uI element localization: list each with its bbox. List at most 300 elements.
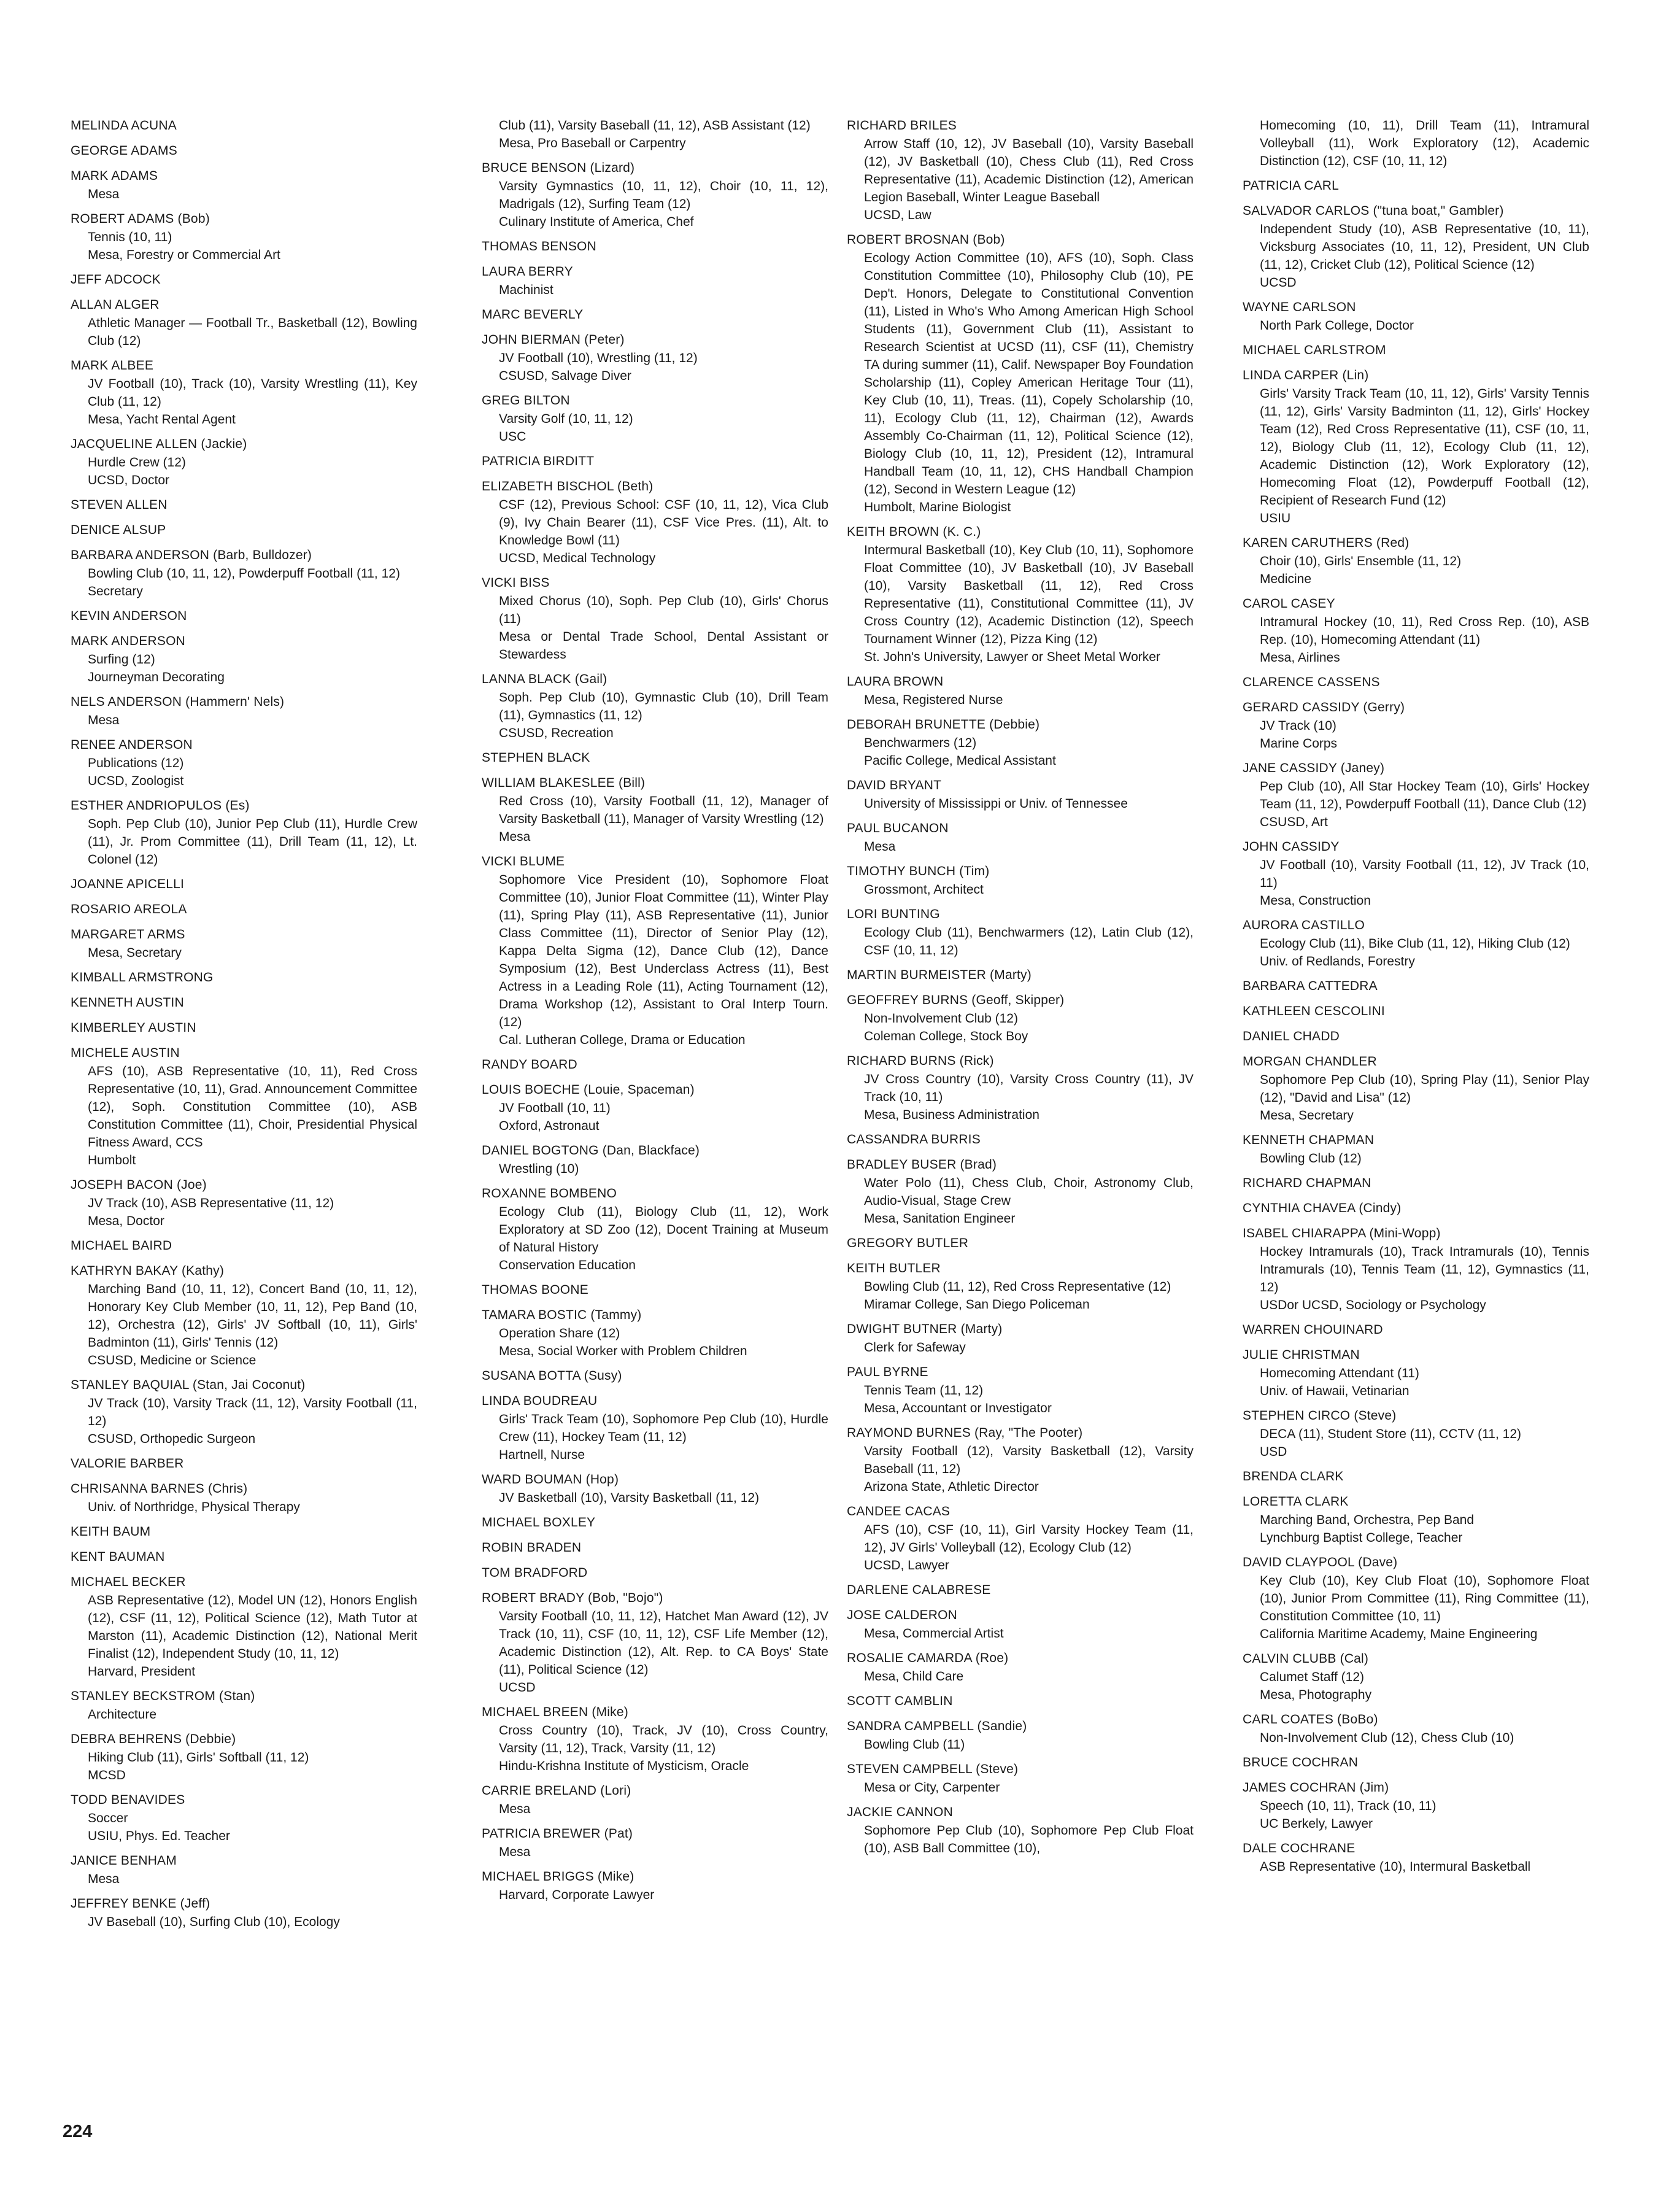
student-name: VALORIE BARBER (71, 1456, 184, 1471)
student-entry (847, 819, 1194, 856)
student-name: LORETTA CLARK (1243, 1495, 1349, 1509)
student-detail: Journeyman Decorating (88, 670, 225, 684)
student-detail: Mixed Chorus (10), Soph. Pep Club (10), Girls' Chorus (11) (499, 594, 828, 626)
student-entry (482, 670, 828, 742)
student-detail: Bowling Club (11) (864, 1738, 965, 1752)
student-name: TIMOTHY BUNCH (Tim) (847, 864, 990, 878)
student-name: ROBERT BROSNAN (Bob) (847, 233, 1005, 247)
student-detail: Univ. of Redlands, Forestry (1260, 954, 1415, 969)
student-entry (482, 1281, 828, 1299)
student-name: SCOTT CAMBLIN (847, 1694, 953, 1708)
student-entry (847, 1259, 1194, 1313)
student-name: MARGARET ARMS (71, 927, 185, 942)
student-entry (1243, 202, 1589, 292)
student-detail: Soccer (88, 1811, 128, 1825)
student-detail: Varsity Golf (10, 11, 12) (499, 412, 633, 426)
student-detail: Hartnell, Nurse (499, 1448, 585, 1462)
student-detail: Ecology Club (11), Benchwarmers (12), Latin Club (12), CSF (10, 11, 12) (864, 926, 1194, 957)
student-name: CARL COATES (BoBo) (1243, 1712, 1378, 1727)
student-detail: Conservation Education (499, 1258, 636, 1272)
student-detail: Miramar College, San Diego Policeman (864, 1297, 1090, 1312)
student-detail: JV Football (10), Wrestling (11, 12) (499, 351, 698, 365)
student-detail: Athletic Manager — Football Tr., Basketball (12), Bowling Club (12) (88, 316, 417, 348)
student-entry (71, 1852, 417, 1888)
student-detail: MCSD (88, 1768, 126, 1782)
student-name: JANICE BENHAM (71, 1854, 177, 1868)
student-detail: Non-Involvement Club (12) (864, 1011, 1018, 1026)
student-detail: CSUSD, Orthopedic Surgeon (88, 1432, 256, 1446)
student-name: MARK ALBEE (71, 358, 154, 373)
student-entry (482, 1825, 828, 1861)
student-detail: JV Football (10), Track (10), Varsity Wrestling (11), Key Club (11, 12) (88, 377, 417, 409)
student-detail: USIU, Phys. Ed. Teacher (88, 1829, 230, 1843)
student-entry (847, 1581, 1194, 1599)
student-detail: Ecology Club (11), Bike Club (11, 12), Hiking Club (12) (1260, 937, 1570, 951)
student-name: KEITH BROWN (K. C.) (847, 525, 981, 539)
student-detail: Mesa, Forestry or Commercial Art (88, 248, 280, 262)
student-entry (71, 296, 417, 350)
student-name: GREG BILTON (482, 393, 570, 408)
student-entry (847, 1803, 1194, 1857)
student-name: THOMAS BENSON (482, 239, 596, 253)
student-name: STEVEN CAMPBELL (Steve) (847, 1762, 1019, 1776)
student-name: JEFFREY BENKE (Jeff) (71, 1897, 210, 1911)
student-detail: JV Baseball (10), Surfing Club (10), Ecology (88, 1915, 340, 1929)
student-name: DENICE ALSUP (71, 523, 166, 537)
student-detail: North Park College, Doctor (1260, 319, 1414, 333)
student-detail: Independent Study (10), ASB Representative (10, 11), Vicksburg Associates (10, 11, 12), President, UN Club (11, 12), Cricket Club (12), Political Science (12) (1260, 222, 1589, 272)
student-entry (1243, 341, 1589, 360)
student-name: MARC BEVERLY (482, 307, 584, 322)
student-detail: Homecoming (10, 11), Drill Team (11), Intramural Volleyball (11), Work Exploratory (12), Academic Distinction (12), CSF (10, 11, 12) (1260, 118, 1589, 168)
student-entry (1243, 1053, 1589, 1124)
student-entry (482, 117, 828, 152)
student-name: JANE CASSIDY (Janey) (1243, 761, 1385, 775)
student-entry (71, 1455, 417, 1473)
student-name: GERARD CASSIDY (Gerry) (1243, 700, 1405, 714)
student-entry (71, 693, 417, 729)
student-name: ROSALIE CAMARDA (Roe) (847, 1651, 1009, 1665)
student-entry (847, 1363, 1194, 1417)
student-entry (1243, 1553, 1589, 1643)
student-detail: Mesa, Commercial Artist (864, 1626, 1004, 1641)
student-detail: Hiking Club (11), Girls' Softball (11, 12) (88, 1750, 309, 1765)
student-name: LOUIS BOECHE (Louie, Spaceman) (482, 1083, 695, 1097)
student-name: ELIZABETH BISCHOL (Beth) (482, 479, 654, 493)
student-name: CANDEE CACAS (847, 1504, 951, 1518)
student-detail: Key Club (10), Key Club Float (10), Sophomore Float (10), Junior Prom Committee (11), Ring Committee (11), Constitution Committee (10, 11) (1260, 1574, 1589, 1623)
student-detail: Univ. of Hawaii, Vetinarian (1260, 1384, 1410, 1398)
student-entry (847, 1717, 1194, 1754)
student-entry (482, 1514, 828, 1532)
student-entry (71, 357, 417, 428)
student-detail: Oxford, Astronaut (499, 1119, 600, 1133)
student-detail: Publications (12) (88, 756, 184, 770)
student-entry (71, 546, 417, 600)
student-entry (482, 1392, 828, 1464)
student-detail: CSUSD, Art (1260, 815, 1328, 829)
student-name: AURORA CASTILLO (1243, 918, 1365, 932)
student-entry (71, 900, 417, 919)
student-detail: CSUSD, Salvage Diver (499, 369, 631, 383)
student-name: SANDRA CAMPBELL (Sandie) (847, 1719, 1027, 1733)
student-name: NELS ANDERSON (Hammern' Nels) (71, 695, 285, 709)
student-entry (482, 749, 828, 767)
student-detail: Mesa, Sanitation Engineer (864, 1212, 1016, 1226)
student-entry (1243, 673, 1589, 692)
student-detail: Medicine (1260, 572, 1312, 586)
student-name: STEPHEN CIRCO (Steve) (1243, 1409, 1397, 1423)
student-entry (1243, 1321, 1589, 1339)
student-entry (847, 231, 1194, 516)
student-name: BRENDA CLARK (1243, 1469, 1344, 1483)
student-name: DARLENE CALABRESE (847, 1583, 991, 1597)
student-detail: Mesa, Doctor (88, 1214, 164, 1228)
student-detail: Architecture (88, 1707, 157, 1722)
student-detail: ASB Representative (12), Model UN (12), Honors English (12), CSF (11, 12), Political Science (12), Math Tutor at Marston (11), Academic Distinction (12), National Merit Finalist (12), Independent Study (10, 11, 12) (88, 1593, 417, 1661)
student-entry (71, 496, 417, 514)
student-detail: Pep Club (10), All Star Hockey Team (10), Girls' Hockey Team (11, 12), Powderpuff Football (11), Dance Club (12) (1260, 779, 1589, 811)
student-name: JACKIE CANNON (847, 1805, 953, 1819)
student-detail: JV Football (10, 11) (499, 1101, 611, 1115)
student-entry (847, 673, 1194, 709)
student-name: CASSANDRA BURRIS (847, 1132, 981, 1147)
student-entry (847, 117, 1194, 224)
student-name: CAROL CASEY (1243, 597, 1335, 611)
student-entry (482, 574, 828, 663)
student-name: CLARENCE CASSENS (1243, 675, 1380, 689)
student-detail: University of Mississippi or Univ. of Tennessee (864, 797, 1128, 811)
student-entry (71, 607, 417, 625)
student-detail: JV Football (10), Varsity Football (11, 12), JV Track (10, 11) (1260, 858, 1589, 890)
student-name: CHRISANNA BARNES (Chris) (71, 1482, 248, 1496)
student-entry (482, 1471, 828, 1507)
student-detail: Marine Corps (1260, 737, 1338, 751)
student-entry (847, 1131, 1194, 1149)
student-detail: Mesa, Business Administration (864, 1108, 1039, 1122)
student-entry (847, 776, 1194, 813)
student-detail: Girls' Varsity Track Team (10, 11, 12), Girls' Varsity Tennis (11, 12), Girls' Varsity Badminton (11, 12), Girls' Hockey Team (12), Red Cross Representative (11), CSF (10, 11, 12), Biology Club (11, 12), Ecology Club (11, 12), Academic Distinction (12), Work Exploratory (12), Homecoming Float (12), Powderpuff Football (12), Recipient of Research Fund (12) (1260, 387, 1589, 508)
student-name: JEFF ADCOCK (71, 273, 161, 287)
student-name: PAUL BYRNE (847, 1365, 928, 1379)
student-detail: Mesa, Airlines (1260, 651, 1340, 665)
student-entry (847, 1760, 1194, 1796)
student-name: DEBRA BEHRENS (Debbie) (71, 1732, 236, 1746)
student-entry (847, 966, 1194, 984)
student-entry (1243, 698, 1589, 752)
student-name: MARK ADAMS (71, 169, 158, 183)
student-detail: Mesa (88, 713, 120, 727)
student-name: BRUCE COCHRAN (1243, 1755, 1359, 1769)
student-entry (847, 716, 1194, 770)
student-entry (847, 523, 1194, 666)
student-entry (482, 1142, 828, 1178)
column-3 (847, 117, 1194, 1864)
student-detail: Arizona State, Athletic Director (864, 1480, 1039, 1494)
student-detail: Mesa or City, Carpenter (864, 1781, 1000, 1795)
student-name: JOHN BIERMAN (Peter) (482, 333, 625, 347)
student-detail: UCSD, Medical Technology (499, 551, 656, 565)
student-name: STANLEY BECKSTROM (Stan) (71, 1689, 255, 1703)
student-name: KEVIN ANDERSON (71, 609, 187, 623)
student-entry (847, 1052, 1194, 1124)
student-detail: Ecology Action Committee (10), AFS (10), Soph. Class Constitution Committee (10), Philosophy Club (10), PE Dep't. Honors, Delegate to Constitutional Convention (11), Listed in Who's Who Among American High School Students (11), Government Club (11), Assistant to Research Scientist at UCSD (11), CSF (11), Chemistry TA during summer (11), Calif. Newspaper Boy Foundation Scholarship (11), Copley American Heritage Tour (11), Key Club (10, 11), Treas. (11), Copely Scholarship (10, 11), Ecology Club (11, 12), Chairman (12), Awards Assembly Co-Chairman (11, 12), Political Science (12), Biology Club (10, 11, 12), President (12), Intramural Handball Team (10, 11, 12), CHS Handball Champion (12), Second in Western League (12) (864, 251, 1194, 497)
student-name: TODD BENAVIDES (71, 1793, 185, 1807)
student-detail: Sophomore Pep Club (10), Sophomore Pep Club Float (10), ASB Ball Committee (10), (864, 1823, 1194, 1855)
student-name: LINDA BOUDREAU (482, 1394, 598, 1408)
student-name: KENNETH CHAPMAN (1243, 1133, 1375, 1147)
student-detail: Machinist (499, 283, 553, 297)
student-entry (482, 1589, 828, 1696)
student-name: WAYNE CARLSON (1243, 300, 1356, 314)
student-name: MELINDA ACUNA (71, 118, 177, 133)
student-detail: AFS (10), ASB Representative (10, 11), Red Cross Representative (10, 11), Grad. Announcement Committee (12), Soph. Constitution Committee (10), ASB Constitution Committee (11), Choir, Presidential Physical Fitness Award, CCS (88, 1064, 417, 1150)
student-entry (1243, 366, 1589, 527)
student-detail: Soph. Pep Club (10), Gymnastic Club (10), Drill Team (11), Gymnastics (11, 12) (499, 690, 828, 722)
student-detail: Varsity Football (12), Varsity Basketball (12), Varsity Baseball (11, 12) (864, 1444, 1194, 1476)
student-entry (71, 1730, 417, 1784)
student-detail: DECA (11), Student Store (11), CCTV (11, 12) (1260, 1427, 1521, 1441)
student-name: JOANNE APICELLI (71, 877, 185, 891)
student-entry (1243, 1174, 1589, 1193)
student-entry (482, 853, 828, 1049)
student-detail: Mesa (864, 840, 896, 854)
student-detail: Bowling Club (12) (1260, 1151, 1362, 1166)
student-name: GEORGE ADAMS (71, 144, 177, 158)
student-entry (482, 392, 828, 446)
student-detail: Lynchburg Baptist College, Teacher (1260, 1531, 1463, 1545)
student-detail: JV Cross Country (10), Varsity Cross Country (11), JV Track (10, 11) (864, 1072, 1194, 1104)
student-name: VICKI BISS (482, 576, 550, 590)
student-name: DANIEL CHADD (1243, 1029, 1340, 1043)
student-entry (847, 991, 1194, 1045)
student-name: PATRICIA BIRDITT (482, 454, 595, 468)
student-entry (71, 632, 417, 686)
student-name: STEPHEN BLACK (482, 751, 590, 765)
student-entry (482, 774, 828, 846)
student-name: DAVID BRYANT (847, 778, 942, 792)
student-detail: ASB Representative (10), Intermural Basketball (1260, 1860, 1531, 1874)
student-detail: Pacific College, Medical Assistant (864, 754, 1056, 768)
student-detail: Homecoming Attendant (11) (1260, 1366, 1419, 1380)
student-detail: Intramural Hockey (10, 11), Red Cross Rep. (10), ASB Rep. (10), Homecoming Attendant (11) (1260, 615, 1589, 647)
student-detail: Bowling Club (10, 11, 12), Powderpuff Football (11, 12) (88, 567, 400, 581)
student-entry (71, 1687, 417, 1723)
student-entry (71, 994, 417, 1012)
student-name: LORI BUNTING (847, 907, 940, 921)
student-entry (71, 271, 417, 289)
student-detail: California Maritime Academy, Maine Engineering (1260, 1627, 1538, 1641)
student-detail: Girls' Track Team (10), Sophomore Pep Club (10), Hurdle Crew (11), Hockey Team (11, 12) (499, 1412, 828, 1444)
student-entry (847, 1234, 1194, 1253)
student-detail: CSUSD, Medicine or Science (88, 1353, 256, 1367)
student-detail: Coleman College, Stock Boy (864, 1029, 1028, 1043)
student-entry (1243, 1468, 1589, 1486)
student-detail: Choir (10), Girls' Ensemble (11, 12) (1260, 554, 1462, 568)
student-name: ROXANNE BOMBENO (482, 1186, 617, 1201)
student-detail: Secretary (88, 584, 143, 598)
student-entry (1243, 595, 1589, 667)
student-entry (482, 1056, 828, 1074)
student-entry (71, 969, 417, 987)
student-name: JOSEPH BACON (Joe) (71, 1178, 207, 1192)
student-entry (1243, 916, 1589, 970)
student-detail: Soph. Pep Club (10), Junior Pep Club (11), Hurdle Crew (11), Jr. Prom Committee (11), Drill Team (11, 12), Lt. Colonel (12) (88, 817, 417, 867)
student-detail: UCSD (1260, 276, 1297, 290)
student-entry (1243, 298, 1589, 335)
student-detail: Club (11), Varsity Baseball (11, 12), ASB Assistant (12) (499, 118, 811, 133)
student-detail: Grossmont, Architect (864, 883, 984, 897)
student-entry (847, 1156, 1194, 1228)
student-detail: Wrestling (10) (499, 1162, 579, 1176)
student-entry (1243, 1779, 1589, 1833)
student-name: RICHARD BURNS (Rick) (847, 1054, 994, 1068)
student-entry (71, 1044, 417, 1169)
student-entry (482, 1539, 828, 1557)
student-detail: Intermural Basketball (10), Key Club (10, 11), Sophomore Float Committee (10), JV Basketball (10), JV Baseball (10), Varsity Basketball (11, 12), Red Cross Representative (11), Constitutional Committee (11), JV Cross Country (12), Academic Distinction (12), Speech Tournament Winner (12), Pizza King (12) (864, 543, 1194, 646)
student-detail: Mesa, Registered Nurse (864, 693, 1003, 707)
student-entry (1243, 1027, 1589, 1046)
student-detail: AFS (10), CSF (10, 11), Girl Varsity Hockey Team (11, 12), JV Girls' Volleyball (12), Ecology Club (12) (864, 1523, 1194, 1555)
student-detail: Benchwarmers (12) (864, 736, 977, 750)
student-name: SALVADOR CARLOS ("tuna boat," Gambler) (1243, 204, 1504, 218)
column-2 (482, 117, 828, 1911)
student-detail: Hockey Intramurals (10), Track Intramurals (10), Tennis Intramurals (10), Tennis Team (11, 12), Gymnastics (11, 12) (1260, 1245, 1589, 1294)
student-entry (71, 117, 417, 135)
student-entry (71, 210, 417, 264)
student-entry (1243, 117, 1589, 170)
student-detail: Cal. Lutheran College, Drama or Education (499, 1033, 746, 1047)
student-name: DAVID CLAYPOOL (Dave) (1243, 1555, 1398, 1569)
student-entry (847, 1649, 1194, 1685)
student-name: KEITH BAUM (71, 1525, 151, 1539)
student-name: TOM BRADFORD (482, 1566, 588, 1580)
student-entry (482, 1782, 828, 1818)
student-detail: UCSD, Lawyer (864, 1558, 949, 1572)
student-entry (482, 1367, 828, 1385)
student-name: MICHAEL BREEN (Mike) (482, 1705, 628, 1719)
student-detail: Humbolt (88, 1153, 136, 1167)
student-detail: Marching Band, Orchestra, Pep Band (1260, 1513, 1475, 1527)
student-entry (847, 1424, 1194, 1496)
student-entry (482, 1185, 828, 1274)
student-entry (1243, 759, 1589, 831)
student-name: MARTIN BURMEISTER (Marty) (847, 968, 1032, 982)
student-entry (482, 478, 828, 567)
student-detail: St. John's University, Lawyer or Sheet Metal Worker (864, 650, 1160, 664)
student-detail: Mesa (88, 1872, 120, 1886)
student-detail: JV Track (10), Varsity Track (11, 12), Varsity Football (11, 12) (88, 1396, 417, 1428)
student-detail: Red Cross (10), Varsity Football (11, 12), Manager of Varsity Basketball (11), Manager of Varsity Wrestling (12) (499, 794, 828, 826)
student-detail: Mesa, Construction (1260, 894, 1371, 908)
student-name: KIMBALL ARMSTRONG (71, 970, 214, 984)
student-entry (1243, 1224, 1589, 1314)
student-name: RENEE ANDERSON (71, 738, 193, 752)
student-name: LINDA CARPER (Lin) (1243, 368, 1369, 382)
student-name: DWIGHT BUTNER (Marty) (847, 1322, 1003, 1336)
student-name: MICHAEL BRIGGS (Mike) (482, 1870, 634, 1884)
student-detail: Mesa, Accountant or Investigator (864, 1401, 1052, 1415)
student-entry (71, 435, 417, 489)
student-name: RICHARD BRILES (847, 118, 957, 133)
student-entry (1243, 1407, 1589, 1461)
student-entry (1243, 1711, 1589, 1747)
student-name: ALLAN ALGER (71, 298, 160, 312)
student-entry (482, 1306, 828, 1360)
student-entry (482, 1868, 828, 1904)
student-name: KAREN CARUTHERS (Red) (1243, 536, 1410, 550)
student-entry (71, 875, 417, 894)
student-name: KENT BAUMAN (71, 1550, 165, 1564)
student-detail: CSF (12), Previous School: CSF (10, 11, 12), Vica Club (9), Ivy Chain Bearer (11), CSF Vice Pres. (11), Alt. to Knowledge Bowl (11) (499, 498, 828, 547)
student-entry (1243, 534, 1589, 588)
student-detail: UCSD, Zoologist (88, 774, 184, 788)
student-entry (482, 1564, 828, 1582)
student-name: ROBERT BRADY (Bob, "Bojo") (482, 1591, 663, 1605)
student-entry (71, 1791, 417, 1845)
student-detail: Varsity Gymnastics (10, 11, 12), Choir (10, 11, 12), Madrigals (12), Surfing Team (12) (499, 179, 828, 211)
student-name: ROSARIO AREOLA (71, 902, 187, 916)
student-name: WARD BOUMAN (Hop) (482, 1472, 619, 1487)
student-entry (847, 1502, 1194, 1574)
student-detail: Mesa, Social Worker with Problem Children (499, 1344, 747, 1358)
student-name: KATHRYN BAKAY (Kathy) (71, 1264, 225, 1278)
student-detail: Mesa, Photography (1260, 1688, 1372, 1702)
student-entry (71, 1895, 417, 1931)
student-detail: Non-Involvement Club (12), Chess Club (10) (1260, 1731, 1514, 1745)
student-detail: Mesa, Pro Baseball or Carpentry (499, 136, 686, 150)
student-name: MICHAEL BECKER (71, 1575, 186, 1589)
student-name: BARBARA ANDERSON (Barb, Bulldozer) (71, 548, 312, 562)
student-detail: Mesa (88, 187, 120, 201)
student-entry (482, 331, 828, 385)
student-detail: Tennis (10, 11) (88, 230, 172, 244)
student-name: GREGORY BUTLER (847, 1236, 969, 1250)
student-name: PATRICIA BREWER (Pat) (482, 1827, 633, 1841)
student-detail: Operation Share (12) (499, 1326, 620, 1340)
student-name: STEVEN ALLEN (71, 498, 168, 512)
student-detail: UCSD (499, 1680, 536, 1695)
student-name: SUSANA BOTTA (Susy) (482, 1369, 622, 1383)
student-name: VICKI BLUME (482, 854, 565, 868)
student-name: LANNA BLACK (Gail) (482, 672, 607, 686)
student-name: KEITH BUTLER (847, 1261, 941, 1275)
student-name: BARBARA CATTEDRA (1243, 979, 1378, 993)
student-entry (71, 1480, 417, 1516)
student-detail: USD (1260, 1445, 1287, 1459)
student-detail: Tennis Team (11, 12) (864, 1383, 984, 1398)
student-entry (847, 1692, 1194, 1711)
student-name: LAURA BERRY (482, 265, 573, 279)
student-name: MICHAEL CARLSTROM (1243, 343, 1386, 357)
student-name: JACQUELINE ALLEN (Jackie) (71, 437, 247, 451)
student-name: STANLEY BAQUIAL (Stan, Jai Coconut) (71, 1378, 306, 1392)
student-entry (847, 862, 1194, 899)
student-name: WILLIAM BLAKESLEE (Bill) (482, 776, 646, 790)
student-entry (71, 142, 417, 160)
student-name: MICHAEL BAIRD (71, 1239, 172, 1253)
student-name: ROBIN BRADEN (482, 1541, 582, 1555)
student-entry (482, 263, 828, 299)
student-entry (1243, 1493, 1589, 1547)
student-detail: JV Track (10), ASB Representative (11, 12) (88, 1196, 334, 1210)
student-entry (847, 1606, 1194, 1642)
student-entry (1243, 1839, 1589, 1876)
student-entry (1243, 977, 1589, 996)
student-name: KENNETH AUSTIN (71, 996, 184, 1010)
student-detail: Mesa, Yacht Rental Agent (88, 412, 236, 427)
page-number: 224 (63, 2122, 93, 2141)
